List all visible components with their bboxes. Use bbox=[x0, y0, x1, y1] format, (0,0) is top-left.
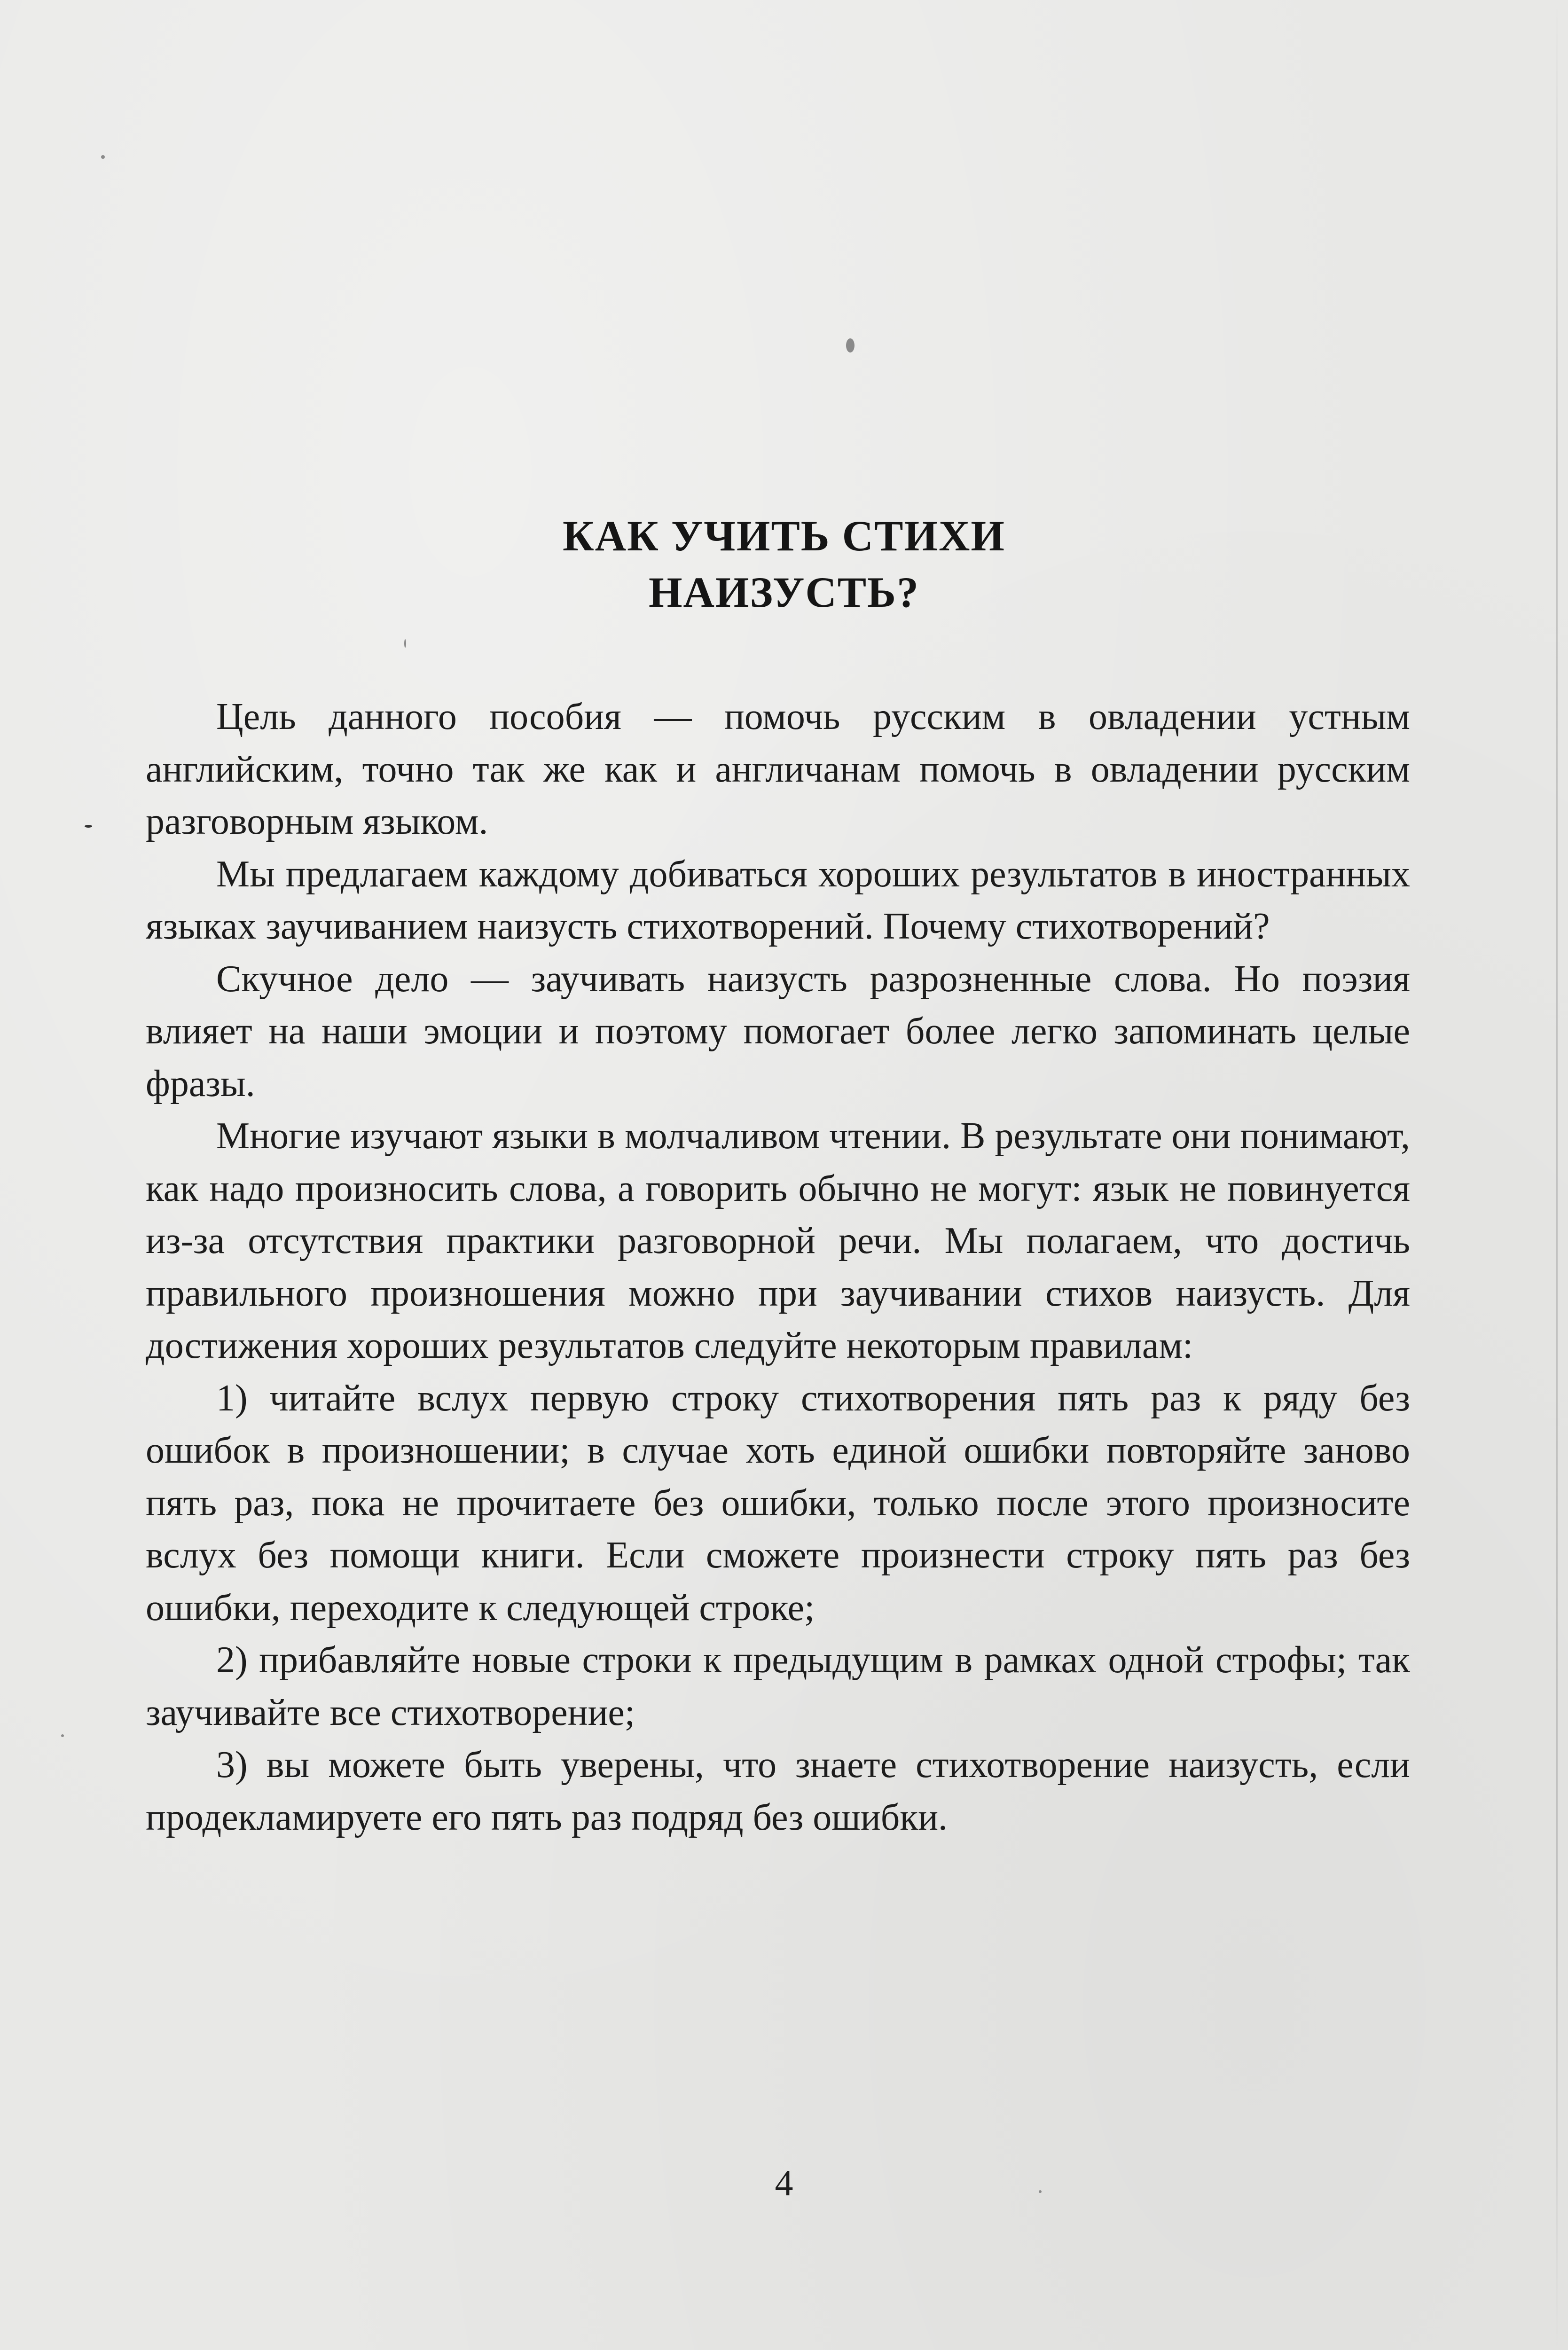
rule-2: 2) прибавляйте новые строки к предыдущим в рамках одной строфы; так заучивайте все стихотворение; bbox=[146, 1639, 1410, 1733]
chapter-title bbox=[0, 508, 1568, 620]
rule-3: 3) вы можете быть уверены, что знаете стихотворение наизусть, если продекламируете его пять раз подряд без ошибки. bbox=[146, 1744, 1410, 1838]
page-number: 4 bbox=[775, 2162, 793, 2203]
scan-speck bbox=[85, 825, 92, 828]
scan-speck bbox=[101, 155, 105, 159]
paragraph-proposal: Мы предлагаем каждому добиваться хороших результатов в иностранных языках заучиванием наизусть стихотворений. Почему стихотворений? bbox=[146, 853, 1410, 947]
chapter-title-line-2: НАИЗУСТЬ? bbox=[649, 568, 919, 616]
paragraph-silent-reading: Многие изучают языки в молчаливом чтении. В результате они понимают, как надо произносить слова, а говорить обычно не могут: язык не повинуется из-за отсутствия практики разговорной речи. Мы полагаем, что достичь правильного произношения можно при заучивании стихов наизусть. Для достижения хороших результатов следуйте некоторым правилам: bbox=[146, 1115, 1410, 1366]
scan-speck bbox=[404, 639, 406, 648]
scan-speck bbox=[846, 338, 855, 352]
body-text bbox=[146, 691, 1410, 1844]
rule-1: 1) читайте вслух первую строку стихотворения пять раз к ряду без ошибок в произношении; в случае хоть единой ошибки повторяйте заново пять раз, пока не прочитаете без ошибки, только после этого произносите вслух без помощи книги. Если сможете произнести строку пять раз без ошибки, переходите к следующей строке; bbox=[146, 1377, 1410, 1629]
page-edge-shadow bbox=[1556, 0, 1558, 2350]
scan-speck bbox=[61, 1734, 64, 1737]
paragraph-poetry-emotions: Скучное дело — заучивать наизусть разрозненные слова. Но поэзия влияет на наши эмоции и поэтому помогает более легко запоминать целые фразы. bbox=[146, 958, 1410, 1104]
chapter-title-line-1: КАК УЧИТЬ СТИХИ bbox=[562, 512, 1005, 560]
paragraph-intro: Цель данного пособия — помочь русским в овладении устным английским, точно так же как и англичанам помочь в овладении русским разговорным языком. bbox=[146, 696, 1410, 842]
